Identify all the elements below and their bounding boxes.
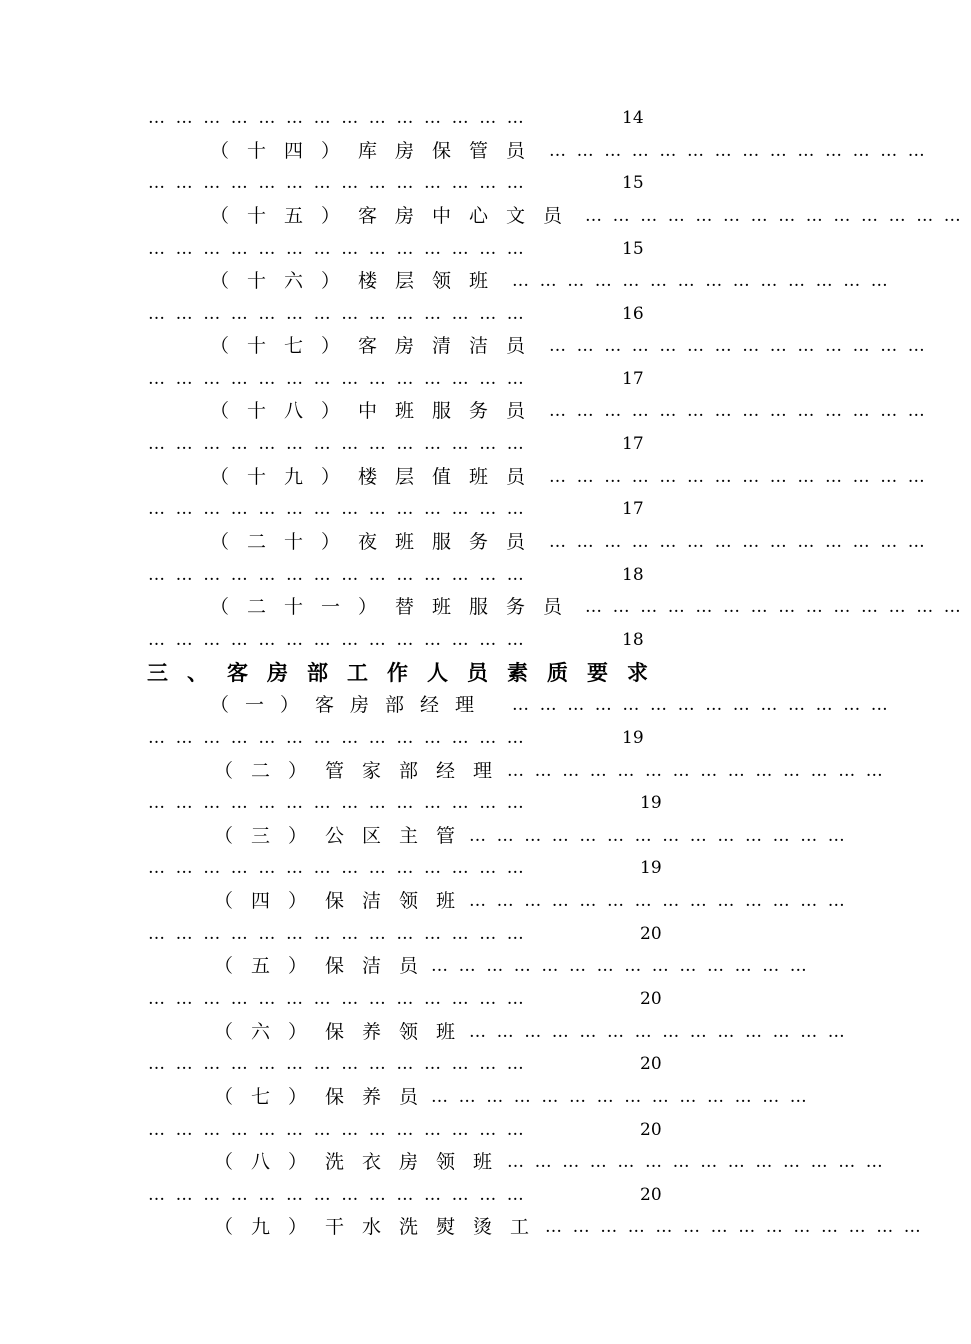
toc-entry-label: （十八）中班服务员 <box>210 400 544 422</box>
toc-entry-label: （三）公区主管 <box>214 825 474 847</box>
leader-dots: …………………………………… <box>512 271 899 291</box>
leader-dots: …………………………………… <box>507 1152 894 1172</box>
leader-dots: …………………………………… <box>549 336 936 356</box>
leader-dots: …………………………………… <box>585 206 971 226</box>
leader-dots: …………………………………… <box>148 239 535 259</box>
page-number: 14 <box>622 108 644 128</box>
leader-dots: …………………………………… <box>148 369 535 389</box>
leader-dots: …………………………………… <box>148 1185 535 1205</box>
leader-dots: …………………………………… <box>148 565 535 585</box>
toc-entry-label: （十九）楼层值班员 <box>210 466 544 488</box>
toc-entry-label: （二十）夜班服务员 <box>210 531 544 553</box>
page-number: 19 <box>640 793 662 813</box>
leader-dots: …………………………………… <box>549 532 936 552</box>
toc-entry-label: （二十一）替班服务员 <box>210 596 581 618</box>
leader-dots: …………………………………… <box>148 858 535 878</box>
leader-dots: …………………………………… <box>148 434 535 454</box>
page-number: 16 <box>622 304 644 324</box>
page-number: 18 <box>622 630 644 650</box>
leader-dots: …………………………………… <box>148 304 535 324</box>
page-number: 17 <box>622 434 644 454</box>
leader-dots: …………………………………… <box>148 1054 535 1074</box>
leader-dots: …………………………………… <box>148 630 535 650</box>
page-number: 20 <box>640 989 662 1009</box>
toc-entry-label: （五）保洁员 <box>214 955 437 977</box>
leader-dots: …………………………………… <box>148 1120 535 1140</box>
toc-entry-label: （八）洗衣房领班 <box>214 1151 511 1173</box>
leader-dots: …………………………………… <box>549 141 936 161</box>
toc-entry-label: （六）保养领班 <box>214 1021 474 1043</box>
leader-dots: …………………………………… <box>148 173 535 193</box>
toc-entry-label: （十七）客房清洁员 <box>210 335 544 357</box>
toc-entry-label: （九）干水洗熨烫工 <box>214 1216 548 1238</box>
page-number: 15 <box>622 173 644 193</box>
leader-dots: …………………………………… <box>148 108 535 128</box>
leader-dots: …………………………………… <box>148 924 535 944</box>
leader-dots: …………………………………… <box>585 597 971 617</box>
page-number: 19 <box>640 858 662 878</box>
toc-entry-label: （七）保养员 <box>214 1086 437 1108</box>
page-number: 18 <box>622 565 644 585</box>
toc-entry-label: （四）保洁领班 <box>214 890 474 912</box>
leader-dots: …………………………………… <box>549 467 936 487</box>
leader-dots: …………………………………… <box>431 956 818 976</box>
section-heading-text: 三、客房部工作人员素质要求 <box>147 660 667 685</box>
leader-dots: …………………………………… <box>469 826 856 846</box>
page-number: 20 <box>640 1185 662 1205</box>
toc-entry-label: （十五）客房中心文员 <box>210 205 581 227</box>
toc-entry-label: （二）管家部经理 <box>214 760 511 782</box>
leader-dots: …………………………………… <box>469 891 856 911</box>
page-number: 20 <box>640 1120 662 1140</box>
leader-dots: …………………………………… <box>545 1217 932 1237</box>
leader-dots: …………………………………… <box>148 728 535 748</box>
toc-entry-label: （十六）楼层领班 <box>210 270 507 292</box>
page-number: 15 <box>622 239 644 259</box>
leader-dots: …………………………………… <box>148 989 535 1009</box>
leader-dots: …………………………………… <box>549 401 936 421</box>
page-number: 17 <box>622 369 644 389</box>
leader-dots: …………………………………… <box>431 1087 818 1107</box>
page-number: 19 <box>622 728 644 748</box>
page-number: 20 <box>640 924 662 944</box>
leader-dots: …………………………………… <box>148 499 535 519</box>
leader-dots: …………………………………… <box>469 1022 856 1042</box>
page-number: 17 <box>622 499 644 519</box>
toc-entry-label: （十四）库房保管员 <box>210 140 544 162</box>
leader-dots: …………………………………… <box>148 793 535 813</box>
toc-entry-label: （一）客房部经理 <box>210 694 491 716</box>
leader-dots: …………………………………… <box>512 695 899 715</box>
page-number: 20 <box>640 1054 662 1074</box>
leader-dots: …………………………………… <box>507 761 894 781</box>
